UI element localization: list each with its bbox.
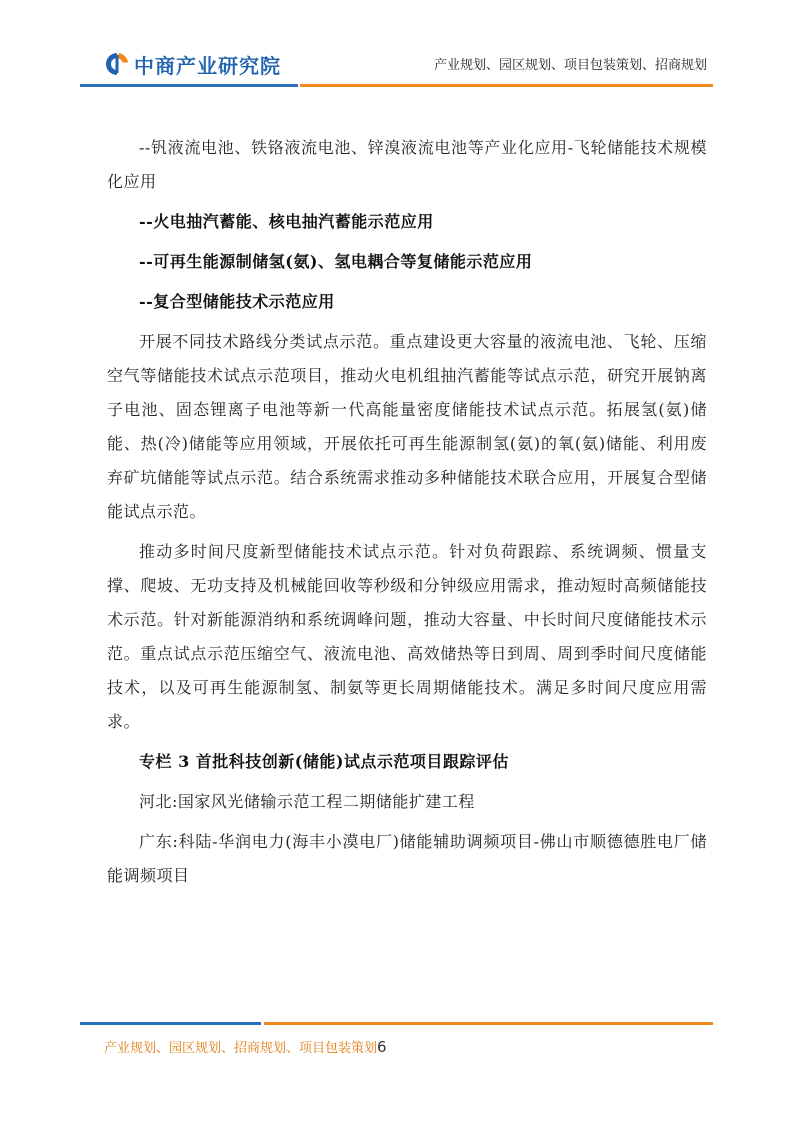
- heading-composite-storage: --复合型储能技术示范应用: [139, 292, 335, 311]
- page-number: 6: [377, 1038, 387, 1056]
- paragraph-flow-battery: --钒液流电池、铁铬液流电池、锌溴液流电池等产业化应用-飞轮储能技术规模化应用: [107, 138, 707, 191]
- footer-tagline: 产业规划、园区规划、招商规划、项目包装策划: [104, 1041, 378, 1056]
- company-logo: [104, 50, 281, 78]
- paragraph-guangdong: 广东:科陆-华润电力(海丰小漠电厂)储能辅助调频项目-佛山市顺德德胜电厂储能调频项目: [107, 832, 707, 885]
- footer-rule-orange: [264, 1022, 713, 1025]
- footer-rule-blue: [80, 1022, 261, 1025]
- paragraph-multi-timescale: 推动多时间尺度新型储能技术试点示范。针对负荷跟踪、系统调频、惯量支撑、爬坡、无功支持及机械能回收等秒级和分钟级应用需求，推动短时高频储能技术示范。针对新能源消纳和系统调峰问题，推动大容量、中长时间尺度储能技术示范。重点试点示范压缩空气、液流电池、高效储热等日到周、周到季时间尺度储能技术，以及可再生能源制氢、制氨等更长周期储能技术。满足多时间尺度应用需求。: [107, 542, 707, 731]
- footer: [104, 1037, 387, 1056]
- heading-thermal-nuclear: --火电抽汽蓄能、核电抽汽蓄能示范应用: [139, 212, 434, 231]
- logo-text: 中商产业研究院: [134, 53, 281, 78]
- heading-hydrogen-storage: --可再生能源制储氢(氨)、氢电耦合等复储能示范应用: [139, 252, 533, 271]
- header-tagline: 产业规划、园区规划、项目包装策划、招商规划: [433, 58, 707, 73]
- logo-mark-icon: [104, 51, 130, 77]
- column-3-title: 专栏 3 首批科技创新(储能)试点示范项目跟踪评估: [139, 752, 509, 771]
- document-body: [107, 131, 707, 899]
- header-rule-orange: [300, 84, 713, 87]
- paragraph-hebei: 河北:国家风光储输示范工程二期储能扩建工程: [139, 792, 475, 811]
- header-rule-blue: [80, 84, 298, 87]
- paragraph-tech-routes: 开展不同技术路线分类试点示范。重点建设更大容量的液流电池、飞轮、压缩空气等储能技术试点示范项目，推动火电机组抽汽蓄能等试点示范，研究开展钠离子电池、固态锂离子电池等新一代高能量密度储能技术试点示范。拓展氢(氨)储能、热(冷)储能等应用领域，开展依托可再生能源制氢(氨)的氧(氨)储能、利用废弃矿坑储能等试点示范。结合系统需求推动多种储能技术联合应用，开展复合型储能试点示范。: [107, 332, 707, 521]
